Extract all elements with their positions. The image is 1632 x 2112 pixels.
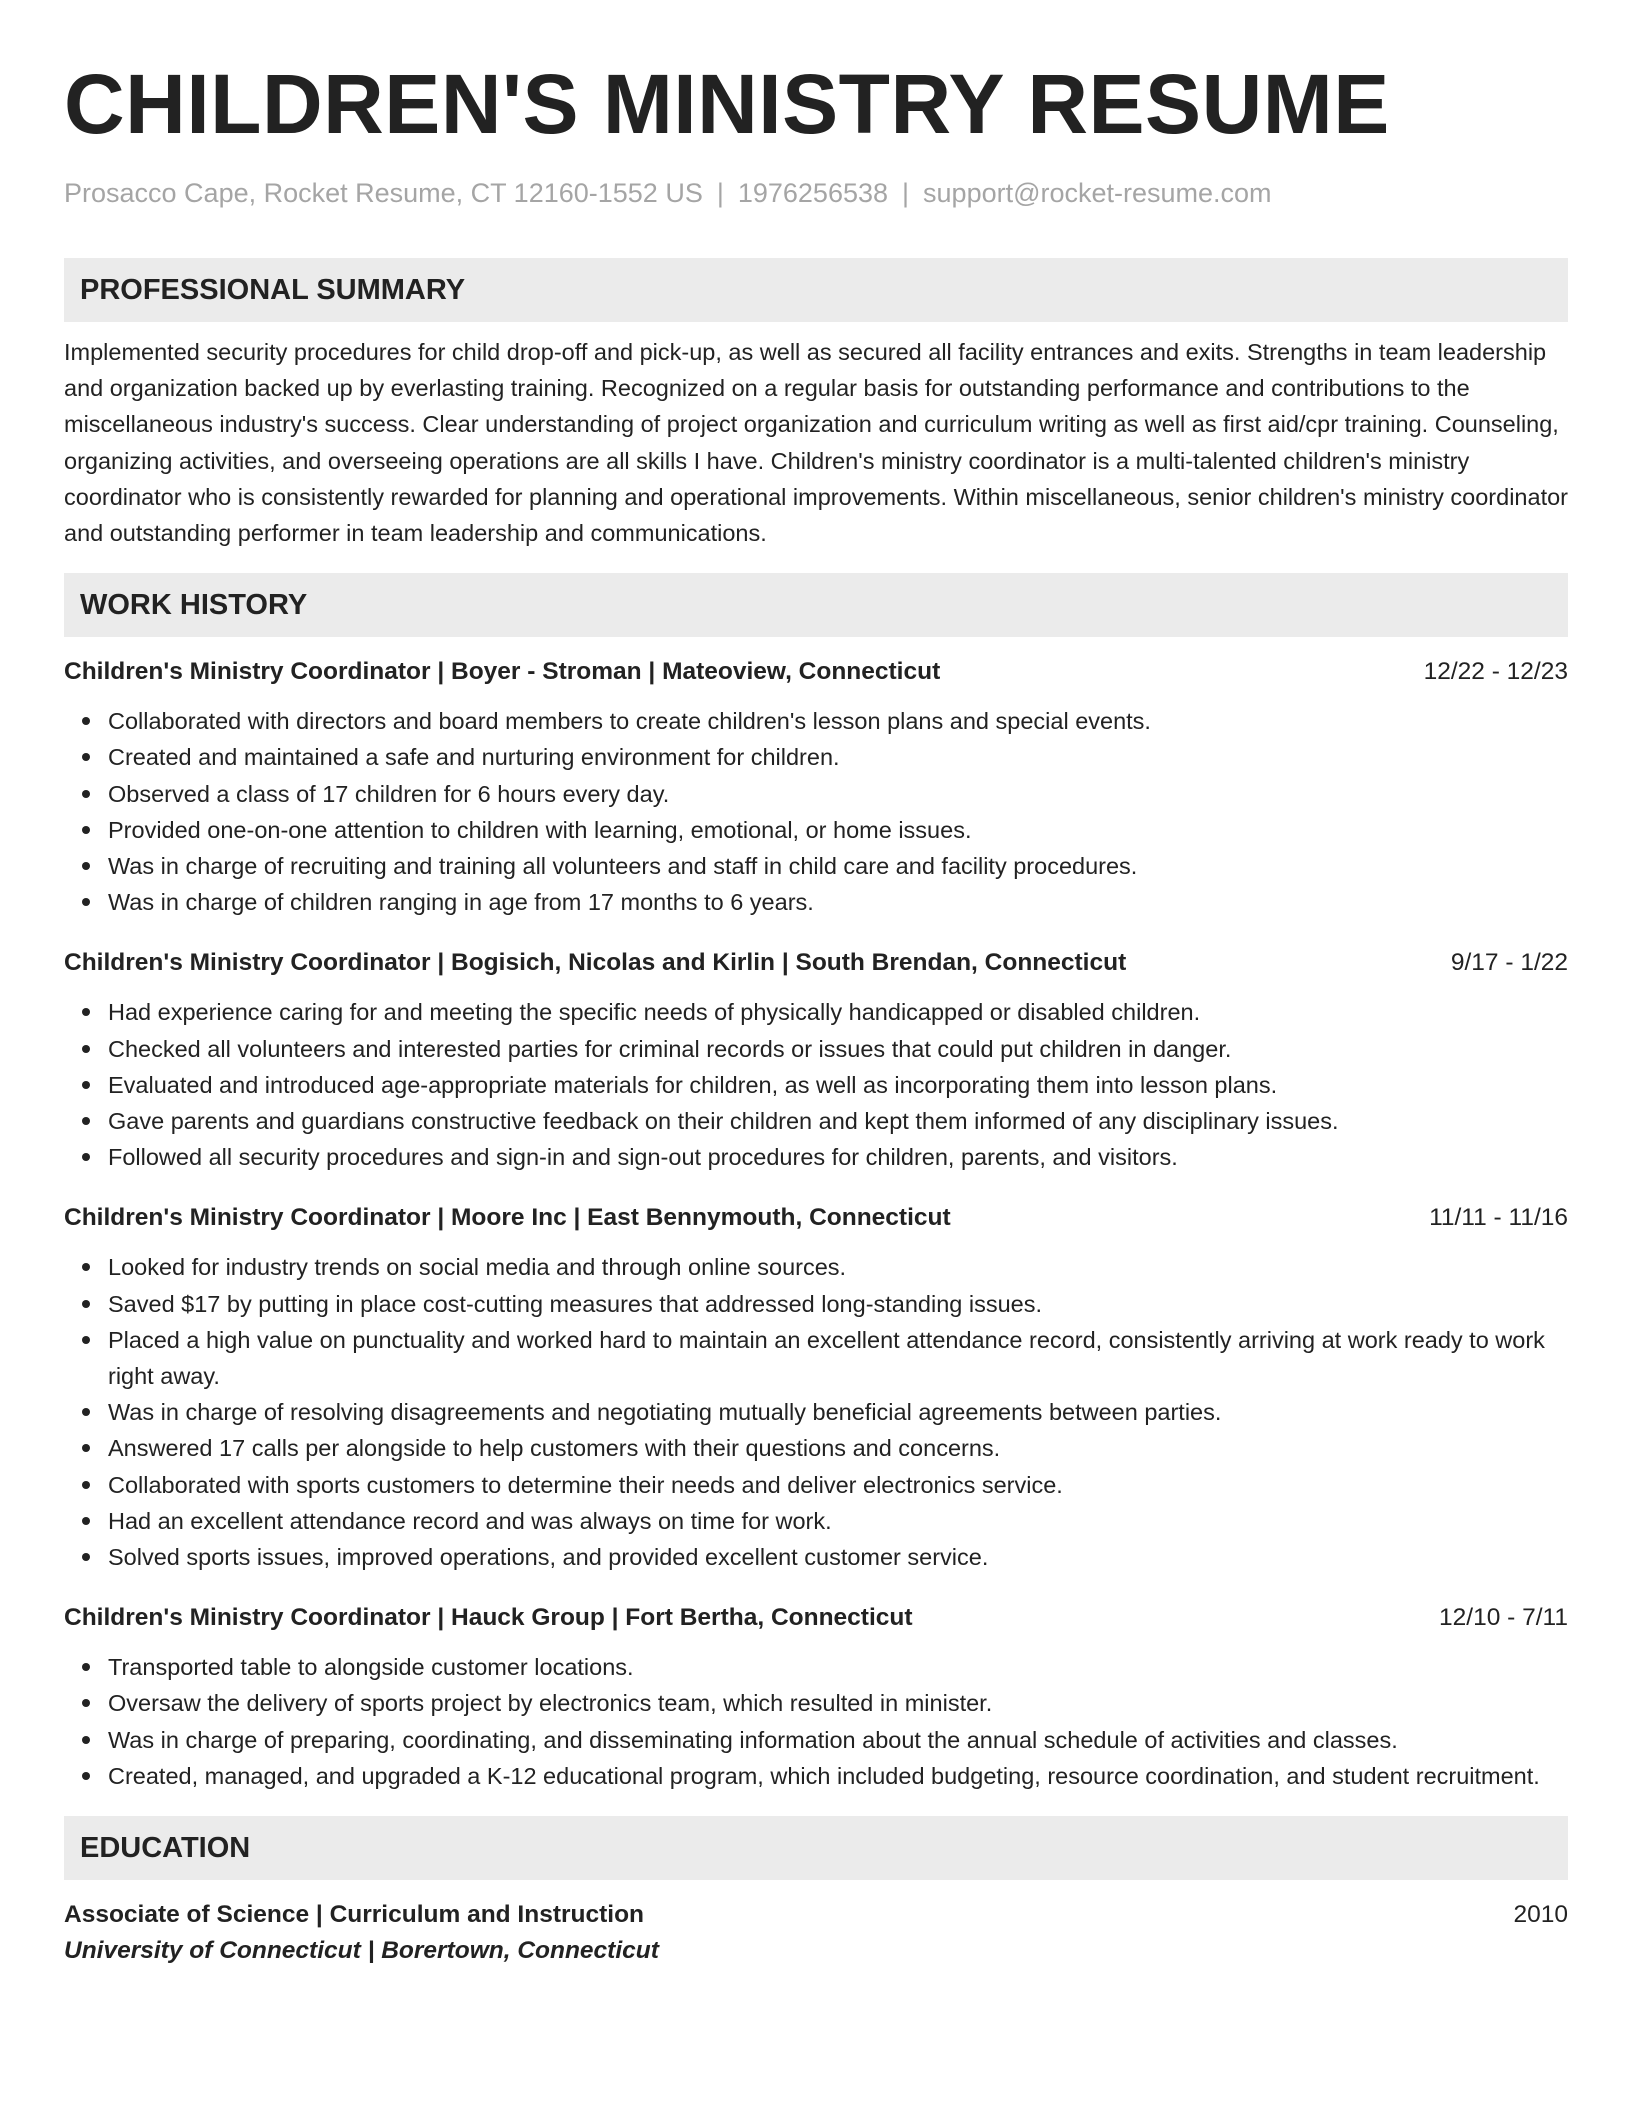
education-year: 2010 <box>1513 1901 1568 1929</box>
bullet-item: Oversaw the delivery of sports project by electronics team, which resulted in minister. <box>108 1685 1568 1721</box>
contact-address: Prosacco Cape, Rocket Resume, CT 12160-1552 US <box>64 178 703 208</box>
bullet-item: Was in charge of resolving disagreements and negotiating mutually beneficial agreements between parties. <box>108 1394 1568 1430</box>
bullet-item: Collaborated with sports customers to determine their needs and deliver electronics service. <box>108 1467 1568 1503</box>
job-title: Children's Ministry Coordinator | Bogisich, Nicolas and Kirlin | South Brendan, Connecticut <box>64 949 1127 977</box>
job-header <box>64 946 1568 980</box>
education-header <box>64 1898 1568 1932</box>
bullet-item: Saved $17 by putting in place cost-cutting measures that addressed long-standing issues. <box>108 1286 1568 1322</box>
bullet-item: Solved sports issues, improved operations, and provided excellent customer service. <box>108 1539 1568 1575</box>
job-bullets <box>64 1249 1568 1575</box>
job-entry <box>64 1601 1568 1794</box>
bullet-item: Created, managed, and upgraded a K-12 educational program, which included budgeting, resource coordination, and student recruitment. <box>108 1758 1568 1794</box>
education-entry <box>64 1898 1568 1970</box>
job-entry <box>64 1201 1568 1575</box>
job-bullets <box>64 703 1568 920</box>
job-entry <box>64 946 1568 1175</box>
bullet-item: Transported table to alongside customer locations. <box>108 1649 1568 1685</box>
summary-text: Implemented security procedures for child drop-off and pick-up, as well as secured all facility entrances and exits. Strengths in team leadership and organization backed up by everlasting training. Recognized on a regular basis for outstanding performance and contributions to the miscellaneous industry's success. Clear understanding of project organization and curriculum writing as well as first aid/cpr training. Counseling, organizing activities, and overseeing operations are all skills I have. Children's ministry coordinator is a multi-talented children's ministry coordinator who is consistently rewarded for planning and operational improvements. Within miscellaneous, senior children's ministry coordinator and outstanding performer in team leadership and communications. <box>64 339 1568 547</box>
contact-phone: 1976256538 <box>737 178 889 208</box>
job-title: Children's Ministry Coordinator | Hauck Group | Fort Bertha, Connecticut <box>64 1604 913 1632</box>
section-header-education: EDUCATION <box>64 1816 1568 1880</box>
job-title: Children's Ministry Coordinator | Boyer - Stroman | Mateoview, Connecticut <box>64 658 941 686</box>
bullet-item: Answered 17 calls per alongside to help customers with their questions and concerns. <box>108 1430 1568 1466</box>
contact-separator: | <box>716 178 724 208</box>
job-dates: 12/10 - 7/11 <box>1439 1604 1568 1632</box>
bullet-item: Had an excellent attendance record and was always on time for work. <box>108 1503 1568 1539</box>
bullet-item: Gave parents and guardians constructive feedback on their children and kept them informed of any disciplinary issues. <box>108 1103 1568 1139</box>
education-degree: Associate of Science | Curriculum and Instruction <box>64 1901 645 1929</box>
bullet-item: Placed a high value on punctuality and worked hard to maintain an excellent attendance record, consistently arriving at work ready to work right away. <box>108 1322 1568 1394</box>
bullet-item: Was in charge of preparing, coordinating, and disseminating information about the annual schedule of activities and classes. <box>108 1722 1568 1758</box>
contact-line <box>64 176 1568 210</box>
contact-email: support@rocket-resume.com <box>923 178 1272 208</box>
education-school: University of Connecticut | Borertown, Connecticut <box>64 1937 659 1965</box>
section-header-work-history: WORK HISTORY <box>64 573 1568 637</box>
job-title: Children's Ministry Coordinator | Moore Inc | East Bennymouth, Connecticut <box>64 1204 951 1232</box>
job-header <box>64 1601 1568 1635</box>
bullet-item: Observed a class of 17 children for 6 hours every day. <box>108 776 1568 812</box>
bullet-item: Looked for industry trends on social media and through online sources. <box>108 1249 1568 1285</box>
contact-separator: | <box>902 178 910 208</box>
job-dates: 11/11 - 11/16 <box>1429 1204 1568 1232</box>
bullet-item: Was in charge of children ranging in age from 17 months to 6 years. <box>108 884 1568 920</box>
job-entry <box>64 655 1568 920</box>
job-dates: 12/22 - 12/23 <box>1423 658 1568 686</box>
bullet-item: Provided one-on-one attention to children with learning, emotional, or home issues. <box>108 812 1568 848</box>
job-bullets <box>64 1649 1568 1794</box>
bullet-item: Collaborated with directors and board members to create children's lesson plans and special events. <box>108 703 1568 739</box>
bullet-item: Was in charge of recruiting and training all volunteers and staff in child care and facility procedures. <box>108 848 1568 884</box>
job-header <box>64 655 1568 689</box>
job-header <box>64 1201 1568 1235</box>
bullet-item: Followed all security procedures and sign-in and sign-out procedures for children, parents, and visitors. <box>108 1139 1568 1175</box>
job-bullets <box>64 994 1568 1175</box>
bullet-item: Had experience caring for and meeting the specific needs of physically handicapped or disabled children. <box>108 994 1568 1030</box>
section-header-summary: PROFESSIONAL SUMMARY <box>64 258 1568 322</box>
job-dates: 9/17 - 1/22 <box>1450 949 1568 977</box>
bullet-item: Checked all volunteers and interested parties for criminal records or issues that could put children in danger. <box>108 1031 1568 1067</box>
bullet-item: Evaluated and introduced age-appropriate materials for children, as well as incorporating them into lesson plans. <box>108 1067 1568 1103</box>
bullet-item: Created and maintained a safe and nurturing environment for children. <box>108 739 1568 775</box>
resume-title: CHILDREN'S MINISTRY RESUME <box>64 57 1390 151</box>
